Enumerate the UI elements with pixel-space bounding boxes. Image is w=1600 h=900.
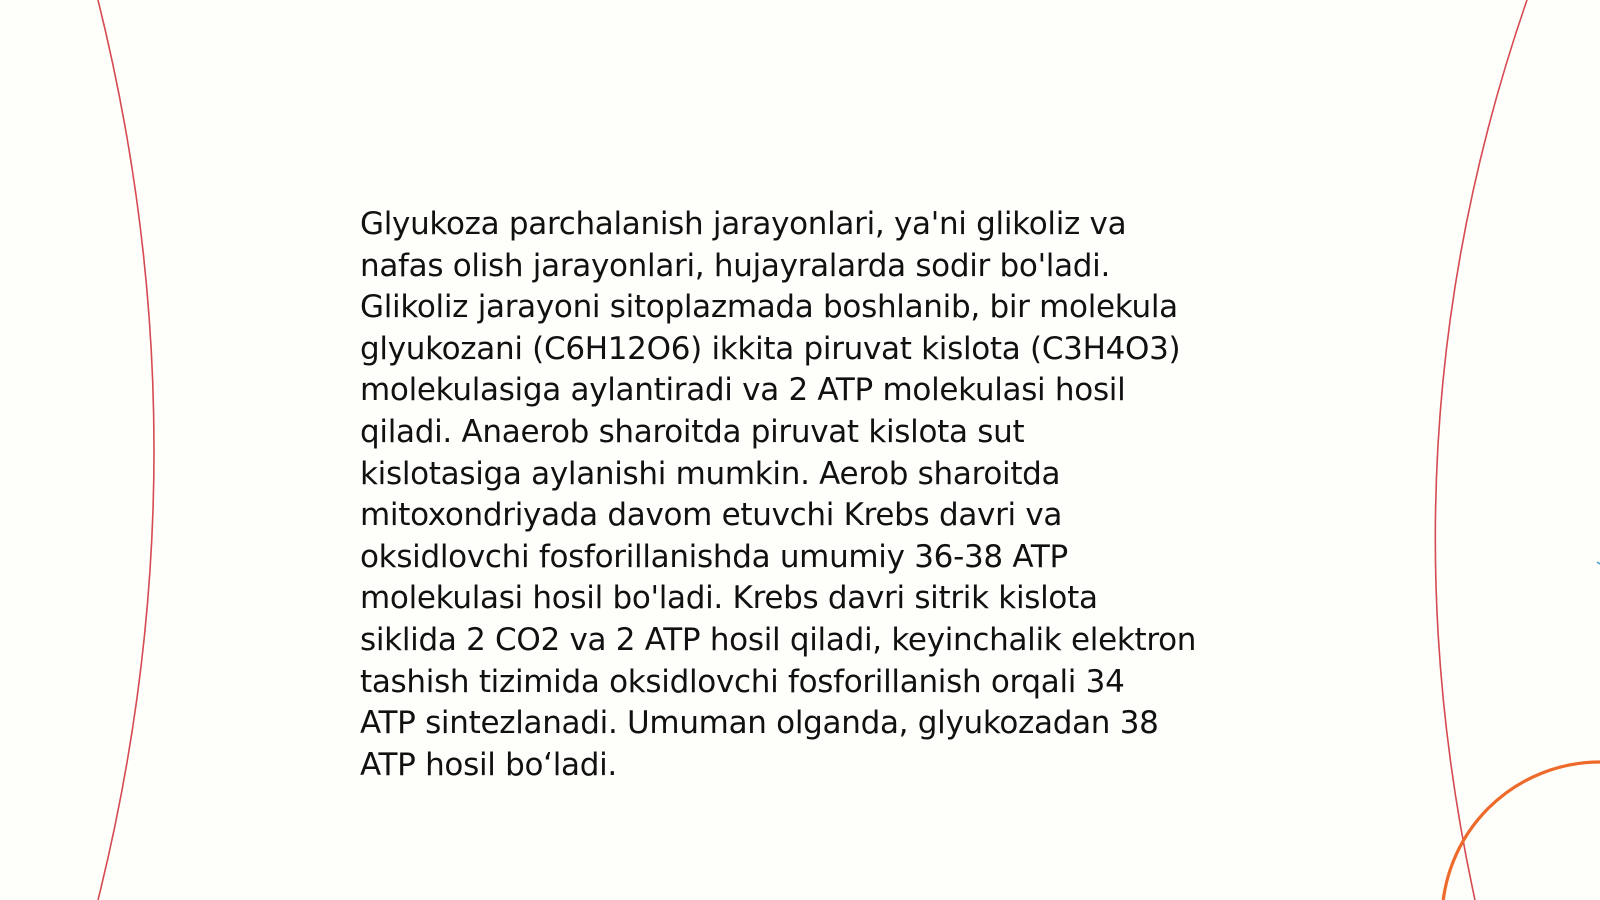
right-curve-line	[1435, 0, 1527, 900]
slide-body-text: Glyukoza parchalanish jarayonlari, ya'ni glikoliz va nafas olish jarayonlari, hujayralarda sodir bo'ladi. Glikoliz jarayoni sitoplazmada boshlanib, bir molekula glyukozani (C6H12O6) ikkita piruvat kislota (C3H4O3) molekulasiga aylantiradi va 2 ATP molekulasi hosil qiladi. Anaerob sharoitda piruvat kislota sut kislotasiga aylanishi mumkin. Aerob sharoitda mitoxondriyada davom etuvchi Krebs davri va oksidlovchi fosforillanishda umumiy 36-38 ATP molekulasi hosil bo'ladi. Krebs davri sitrik kislota siklida 2 CO2 va 2 ATP hosil qiladi, keyinchalik elektron tashish tizimida oksidlovchi fosforillanish orqali 34 ATP sintezlanadi. Umuman olganda, glyukozadan 38 ATP hosil bo‘ladi.	[360, 206, 1197, 783]
accent-arc	[1442, 762, 1600, 900]
left-curve-line	[98, 0, 154, 900]
